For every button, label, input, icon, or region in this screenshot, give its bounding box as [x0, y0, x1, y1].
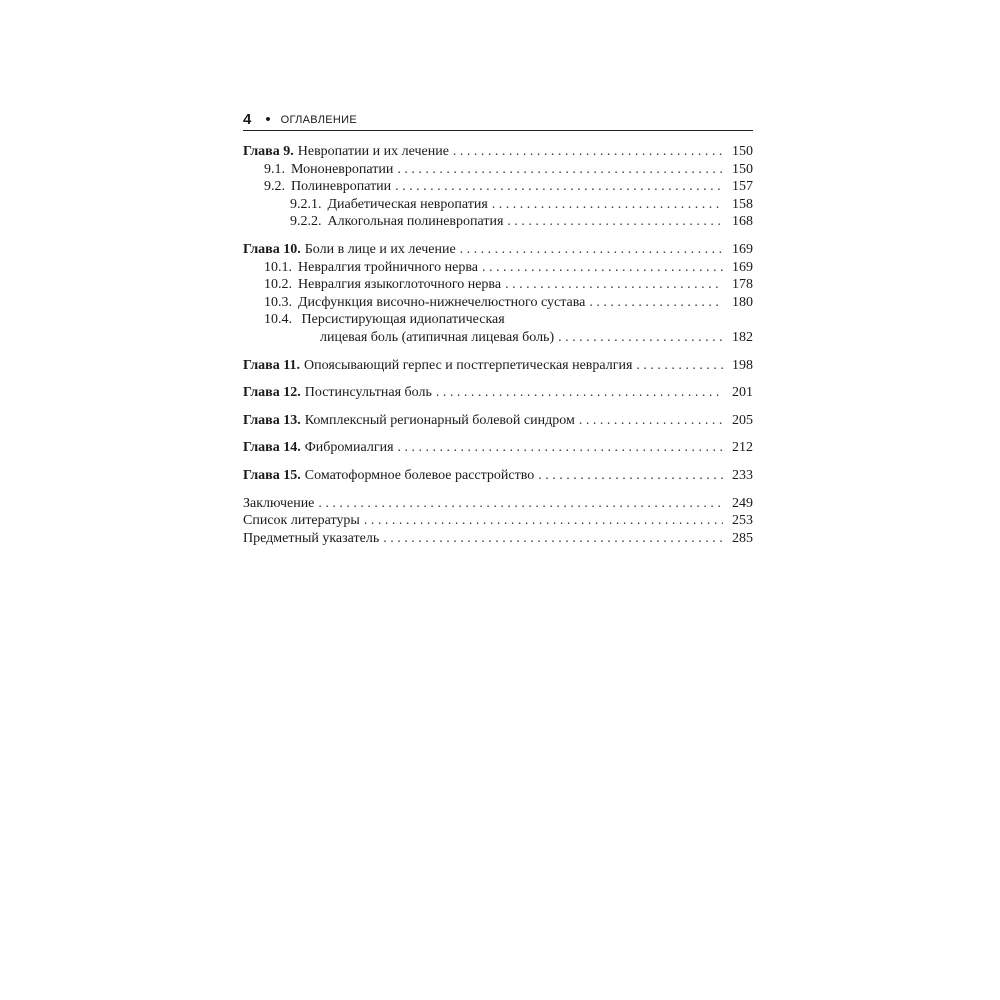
section-title: Полиневропатии: [291, 179, 392, 195]
toc-entry[interactable]: [243, 241, 753, 259]
section-number: 9.2.1.: [290, 196, 322, 212]
chapter-label: Глава 9.: [243, 144, 294, 159]
toc-entry-conclusion[interactable]: [243, 495, 753, 513]
leader-dots: [453, 143, 723, 161]
page-number: 4: [243, 111, 252, 128]
section-title: Алкогольная полиневропатия: [327, 214, 504, 230]
toc-chapter-15[interactable]: [243, 467, 753, 485]
leader-dots: [318, 495, 723, 513]
section-first-line: [264, 311, 753, 329]
leader-dots: [589, 294, 723, 312]
section-title: Диабетическая невропатия: [327, 196, 488, 212]
leader-dots: [398, 439, 723, 457]
toc-back-matter: [243, 495, 753, 548]
leader-dots: [505, 276, 723, 294]
section-title: Невралгия тройничного нерва: [298, 259, 478, 275]
running-head: [243, 108, 753, 131]
page-ref: 205: [732, 412, 753, 428]
leader-dots: [558, 329, 723, 347]
entry-title: Заключение: [243, 495, 315, 511]
toc-entry[interactable]: [243, 294, 753, 312]
chapter-label: Глава 15.: [243, 467, 301, 483]
toc-entry-multiline[interactable]: [243, 311, 753, 346]
toc-entry[interactable]: [243, 259, 753, 277]
toc-chapter-13[interactable]: [243, 412, 753, 430]
section-number: 10.1.: [264, 259, 292, 275]
page-ref: 212: [732, 440, 753, 456]
running-head-title: ОГЛАВЛЕНИЕ: [280, 114, 358, 126]
page-ref: 201: [732, 385, 753, 401]
page-ref: 182: [732, 329, 753, 345]
page-ref: 169: [732, 259, 753, 275]
chapter-title: Комплексный регионарный болевой синдром: [304, 412, 575, 428]
chapter-label: Глава 12.: [243, 385, 301, 401]
chapter-title: Невропатии и их лечение: [297, 144, 449, 159]
page-ref: 253: [732, 513, 753, 529]
toc-chapter-9: [243, 143, 753, 231]
section-number: 10.2.: [264, 277, 292, 293]
section-number: 10.3.: [264, 294, 292, 310]
page-ref: 150: [732, 161, 753, 177]
entry-title: Предметный указатель: [243, 530, 380, 546]
leader-dots: [395, 178, 723, 196]
section-continuation: [264, 329, 753, 347]
chapter-title: Опоясывающий герпес и постгерпетическая невралгия: [303, 357, 633, 373]
section-number: 9.2.2.: [290, 214, 322, 230]
page-ref: 150: [732, 144, 753, 159]
leader-dots: [636, 357, 723, 375]
section-title: Мононевропатии: [291, 161, 394, 177]
page-ref: 233: [732, 467, 753, 483]
page-ref: 158: [732, 196, 753, 212]
leader-dots: [579, 412, 723, 430]
toc-chapter-10: [243, 241, 753, 347]
page-ref: 180: [732, 294, 753, 310]
page-ref: 157: [732, 179, 753, 195]
toc-entry-references[interactable]: [243, 512, 753, 530]
leader-dots: [492, 196, 723, 214]
page-ref: 198: [732, 357, 753, 373]
section-title: Дисфункция височно-нижнечелюстного сустава: [298, 294, 586, 310]
page-ref: 178: [732, 277, 753, 293]
chapter-title: Фибромиалгия: [304, 440, 394, 456]
toc-chapter-11[interactable]: [243, 357, 753, 375]
toc-entry[interactable]: [243, 178, 753, 196]
chapter-title: Соматоформное болевое расстройство: [304, 467, 535, 483]
toc-entry[interactable]: [243, 196, 753, 214]
page-ref: 168: [732, 214, 753, 230]
section-number: 10.4.: [264, 312, 292, 328]
chapter-label: Глава 13.: [243, 412, 301, 428]
section-title-line1: Персистирующая идиопатическая: [301, 312, 505, 328]
leader-dots: [383, 530, 723, 548]
leader-dots: [460, 241, 723, 259]
page-ref: 285: [732, 530, 753, 546]
toc-entry[interactable]: [243, 161, 753, 179]
leader-dots: [364, 512, 723, 530]
page-ref: 249: [732, 495, 753, 511]
entry-title: Список литературы: [243, 513, 360, 529]
chapter-label: Глава 14.: [243, 440, 301, 456]
chapter-title: Боли в лице и их лечение: [304, 241, 456, 257]
leader-dots: [397, 161, 723, 179]
section-number: 9.2.: [264, 179, 285, 195]
leader-dots: [482, 259, 723, 277]
bullet-icon: •: [265, 111, 271, 128]
chapter-title: Постинсультная боль: [304, 385, 432, 401]
toc-chapter-12[interactable]: [243, 384, 753, 402]
toc-entry[interactable]: [243, 213, 753, 231]
toc-entry-index[interactable]: [243, 530, 753, 548]
leader-dots: [538, 467, 723, 485]
page-ref: 169: [732, 241, 753, 257]
chapter-label: Глава 11.: [243, 357, 300, 373]
chapter-label: Глава 10.: [243, 241, 301, 257]
toc-entry[interactable]: [243, 143, 753, 161]
toc-entry[interactable]: [243, 276, 753, 294]
leader-dots: [436, 384, 723, 402]
section-title: Невралгия языкоглоточного нерва: [298, 277, 502, 293]
toc-chapter-14[interactable]: [243, 439, 753, 457]
section-title-line2: лицевая боль (атипичная лицевая боль): [320, 329, 555, 345]
table-of-contents: [243, 143, 753, 557]
leader-dots: [507, 213, 723, 231]
section-number: 9.1.: [264, 161, 285, 177]
